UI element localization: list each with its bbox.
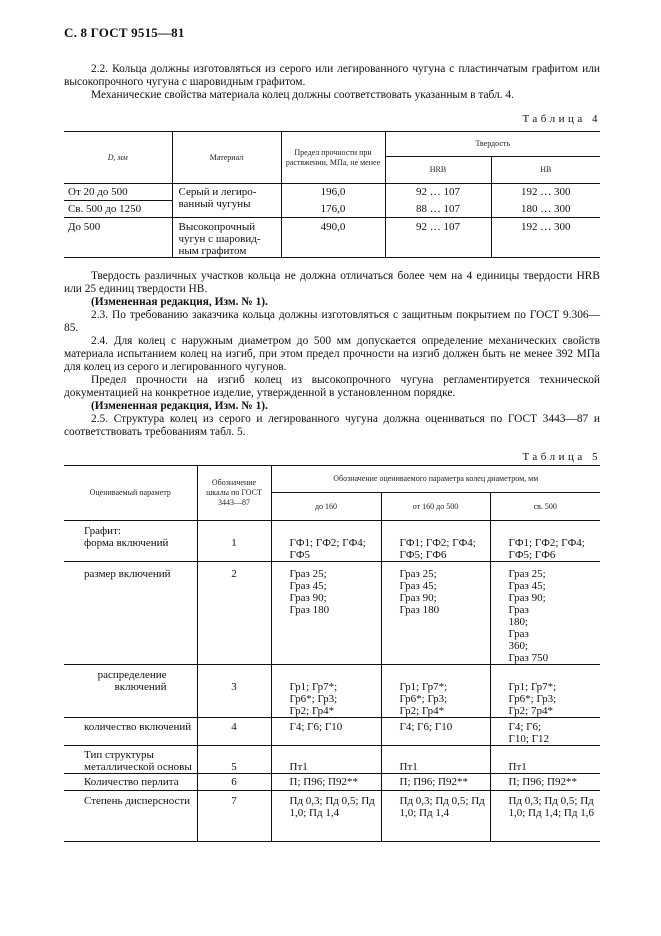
t4-row1-hrb: 92 … 107: [385, 184, 491, 201]
table-4: [64, 131, 600, 258]
t5-row7-col3: Пд 0,3; Пд 0,5; Пд 1,0; Пд 1,4; Пд 1,6: [490, 791, 600, 842]
table-5: [64, 465, 600, 842]
paragraph-2-5: 2.5. Структура колец из серого и легированного чугуна должна оцениваться по ГОСТ 3443—87 и соответствовать требованиям табл. 5.: [64, 413, 600, 439]
amendment-note-1: (Измененная редакция, Изм. № 1).: [91, 296, 268, 308]
t5-row4-param: количество включений: [64, 718, 197, 746]
t5-row4-col2: Г4; Г6; Г10: [381, 718, 490, 746]
t5-row3-col1: Гр1; Гр7*; Гр6*; Гр3; Гр2; Гр4*: [271, 665, 381, 718]
t5-row7-col2: Пд 0,3; Пд 0,5; Пд 1,0; Пд 1,4: [381, 791, 490, 842]
t5-row2-col2: Граз 25; Граз 45; Граз 90; Граз 180: [381, 562, 490, 665]
t5-row7-col1: Пд 0,3; Пд 0,5; Пд 1,0; Пд 1,4: [271, 791, 381, 842]
t5-row5-col3: Пт1: [490, 746, 600, 774]
t4-row2-hb: 180 … 300: [491, 201, 600, 218]
t4-header-d: D, мм: [64, 132, 172, 184]
t5-row5-scale: 5: [197, 746, 271, 774]
t5-row1-col1: ГФ1; ГФ2; ГФ4; ГФ5: [271, 521, 381, 562]
t5-row4-scale: 4: [197, 718, 271, 746]
t5-row6-col1: П; П96; П92**: [271, 774, 381, 791]
t4-row1-d: От 20 до 500: [64, 184, 172, 201]
t5-row2-scale: 2: [197, 562, 271, 665]
t5-row3-col2: Гр1; Гр7*; Гр6*; Гр3; Гр2; Гр4*: [381, 665, 490, 718]
t5-row1-scale: 1: [197, 521, 271, 562]
t5-row3-scale: 3: [197, 665, 271, 718]
t5-row5-col2: Пт1: [381, 746, 490, 774]
t5-row4-col1: Г4; Г6; Г10: [271, 718, 381, 746]
t4-header-material: Материал: [172, 132, 281, 184]
t5-header-col3: св. 500: [490, 493, 600, 521]
t5-graphite-label: Графит:: [84, 525, 121, 537]
paragraph-2-3: 2.3. По требованию заказчика кольца должны изготовляться с защитным покрытием по ГОСТ 9.306—85.: [64, 309, 600, 335]
t5-row6-col2: П; П96; П92**: [381, 774, 490, 791]
t4-row1-material: Серый и легиро-ванный чугуны: [172, 184, 281, 218]
t4-row3-hb: 192 … 300: [491, 218, 600, 258]
t5-header-designation: Обозначение оцениваемого параметра колец диаметром, мм: [271, 466, 600, 493]
t5-row7-scale: 7: [197, 791, 271, 842]
table5-caption: Таблица 5: [522, 451, 601, 463]
table4-caption: Таблица 4: [522, 113, 601, 125]
t4-row3-material: Высокопрочный чугун с шаровид-ным графитом: [172, 218, 281, 258]
t4-header-hardness: Твердость: [385, 132, 600, 157]
t4-header-hb: HB: [491, 157, 600, 184]
t4-row3-strength: 490,0: [281, 218, 385, 258]
paragraph-2-4: 2.4. Для колец с наружным диаметром до 500 мм допускается определение механических свойств материала испытанием колец на изгиб, при этом предел прочности на изгиб должен быть не менее 392 МПа для колец из серого и легированного чугунов.: [64, 335, 600, 374]
t5-row3-col3: Гр1; Гр7*; Гр6*; Гр3; Гр2; 7р4*: [490, 665, 600, 718]
t4-row1-hb: 192 … 300: [521, 186, 571, 198]
t5-row2-col1: Граз 25; Граз 45; Граз 90; Граз 180: [271, 562, 381, 665]
t4-header-hrb: HRB: [385, 157, 491, 184]
paragraph-hardness: Твердость различных участков кольца не должна отличаться более чем на 4 единицы твердости HRB или 25 единиц твердости HB.: [64, 270, 600, 296]
t4-row2-d: Св. 500 до 1250: [64, 201, 172, 218]
page-header: С. 8 ГОСТ 9515—81: [64, 25, 185, 40]
t4-row1-strength: 196,0: [281, 184, 385, 201]
t5-row2-param: размер включений: [64, 562, 197, 665]
t5-row2-col3: Граз 25; Граз 45; Граз 90; Граз 180; Граз 360; Граз 750: [490, 562, 600, 665]
t5-row7-param: Степень дисперсности: [64, 791, 197, 842]
paragraph-mech-props: Механические свойства материала колец должны соответствовать указанным в табл. 4.: [91, 89, 514, 101]
t5-row1-param: [64, 521, 197, 562]
t5-row3-param: распределение включений: [64, 665, 197, 718]
t5-row6-col3: П; П96; П92**: [490, 774, 600, 791]
t5-header-col2: от 160 до 500: [381, 493, 490, 521]
t4-row2-hrb: 88 … 107: [385, 201, 491, 218]
t4-row3-hrb: 92 … 107: [385, 218, 491, 258]
t5-header-param: Оцениваемый параметр: [64, 466, 197, 521]
t5-header-col1: до 160: [271, 493, 381, 521]
t5-row6-param: Количество перлита: [64, 774, 197, 791]
t5-row4-col3: Г4; Г6; Г10; Г12: [490, 718, 600, 746]
amendment-note-2: (Измененная редакция, Изм. № 1).: [91, 400, 268, 412]
t5-row1-col3: ГФ1; ГФ2; ГФ4; ГФ5; ГФ6: [490, 521, 600, 562]
t5-row6-scale: 6: [197, 774, 271, 791]
t5-row5-col1: Пт1: [271, 746, 381, 774]
t4-row3-d: До 500: [64, 218, 172, 258]
paragraph-bend-strength: Предел прочности на изгиб колец из высокопрочного чугуна регламентируется технической документацией на конкретное изделие, утвержденной в установленном порядке.: [64, 374, 600, 400]
t5-row1-col2: ГФ1; ГФ2; ГФ4; ГФ5; ГФ6: [381, 521, 490, 562]
t5-row5-param: Тип структуры металлической основы: [64, 746, 197, 774]
t5-header-scale: Обозначение шкалы по ГОСТ 3443—87: [197, 466, 271, 521]
t4-row2-strength: 176,0: [281, 201, 385, 218]
paragraph-2-2: 2.2. Кольца должны изготовляться из серого или легированного чугуна с пластинчатым графитом или высокопрочного чугуна с шаровидным графитом.: [64, 63, 600, 89]
t5-row1-param-text: форма включений: [84, 537, 169, 549]
t4-header-strength: Предел прочности при растяжении, МПа, не менее: [281, 132, 385, 184]
